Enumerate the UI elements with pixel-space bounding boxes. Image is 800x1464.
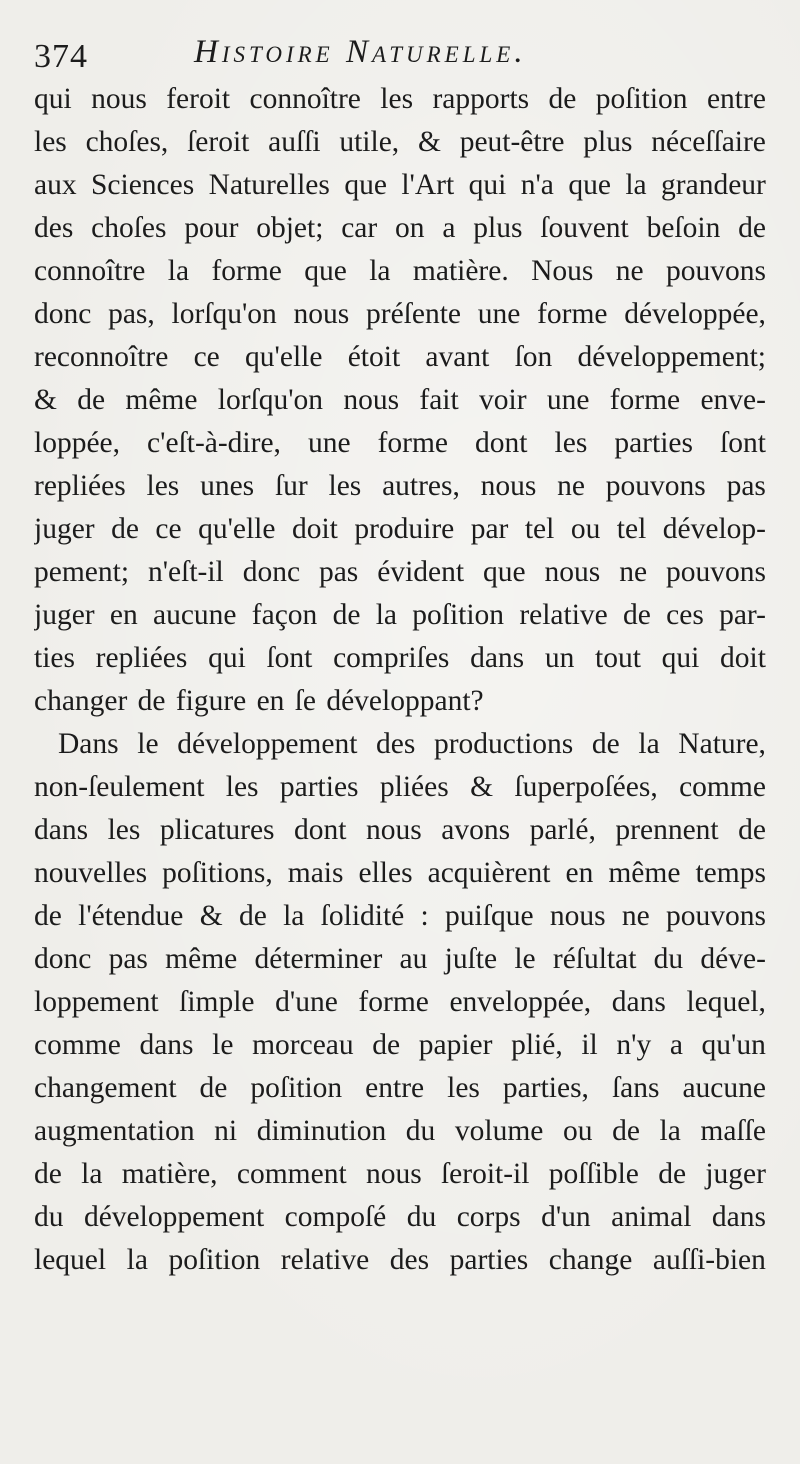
word: que (568, 169, 611, 201)
word: du (406, 1201, 437, 1233)
word: peut-être (459, 126, 565, 158)
text-line (34, 1110, 766, 1153)
word: ou (570, 513, 601, 545)
word: forme (358, 986, 429, 1018)
word: poſition (412, 599, 505, 631)
text-line (34, 1067, 766, 1110)
word: juger (34, 513, 95, 545)
word: relative (280, 1244, 370, 1276)
word: Nous (531, 255, 594, 287)
word: de (111, 513, 139, 545)
word: poſition (595, 83, 688, 115)
word: beſoin (646, 212, 721, 244)
word: qu'elle (245, 341, 323, 373)
word: juger (705, 1158, 766, 1190)
page-number: 374 (34, 38, 88, 75)
word: comme (34, 1029, 121, 1061)
word: puiſque (445, 900, 534, 932)
word: ſans (611, 1072, 660, 1104)
word: de (623, 599, 651, 631)
word: la (167, 255, 190, 287)
word: nous (365, 1158, 422, 1190)
text-line (34, 551, 766, 594)
word: la (126, 1244, 148, 1276)
word: de (658, 1158, 687, 1190)
word: la (369, 255, 391, 287)
word: dévelop- (662, 513, 766, 545)
word: changer (34, 685, 128, 717)
word: lequel (34, 1244, 107, 1276)
word: le (137, 728, 159, 760)
word: & (417, 126, 441, 158)
word: néceſſaire (651, 126, 766, 158)
word: plié, (511, 1029, 563, 1061)
word: étoit (347, 341, 401, 373)
word: réſultat (552, 943, 637, 975)
word: forme (609, 384, 681, 416)
word: maſſe (700, 1115, 766, 1147)
word: ſe (294, 685, 317, 717)
text-line (34, 981, 766, 1024)
word: : (420, 900, 429, 932)
word: du (34, 1201, 64, 1233)
word: développant? (326, 685, 484, 717)
word: ſur (274, 470, 308, 502)
word: pouvons (666, 255, 766, 287)
word: de (591, 728, 620, 760)
word: de (137, 685, 166, 717)
word: ſont (266, 642, 313, 674)
word: Dans (58, 728, 119, 760)
word: rapports (432, 83, 530, 115)
word: en (256, 685, 285, 717)
text-line (34, 1153, 766, 1196)
word: ſon (514, 341, 553, 373)
word: pas (726, 470, 766, 502)
word: pouvons (605, 470, 706, 502)
word: enveloppée, (449, 986, 592, 1018)
word: avons (441, 814, 511, 846)
word: ne (619, 556, 648, 588)
body-text (34, 78, 766, 1282)
word: développement (177, 728, 358, 760)
word: aucune (153, 599, 237, 631)
text-line (34, 1239, 766, 1282)
word: on (395, 212, 425, 244)
word: façon (251, 599, 318, 631)
word: par- (719, 599, 766, 631)
paragraph-2 (34, 723, 766, 1282)
text-line (34, 895, 766, 938)
word: change (548, 1244, 633, 1276)
word: connoître (249, 83, 361, 115)
word: une (546, 384, 590, 416)
word: le (514, 943, 536, 975)
word: dans (34, 814, 89, 846)
word: du (653, 943, 684, 975)
word: parties (279, 771, 359, 803)
word: la (81, 1158, 103, 1190)
word: doit (720, 642, 766, 674)
word: de (238, 900, 267, 932)
word: parlé, (529, 814, 596, 846)
word: donc (242, 556, 301, 588)
word: de (612, 1115, 640, 1147)
word: même (165, 943, 238, 975)
word: dans (711, 1201, 766, 1233)
word: forme (377, 427, 449, 459)
word: auſſi (268, 126, 321, 158)
word: ſuperpoſées, (514, 771, 658, 803)
word: dont (475, 427, 528, 459)
word: développement (83, 1201, 265, 1233)
word: plus (473, 212, 523, 244)
word: matière. (412, 255, 509, 287)
word: n'a (520, 169, 554, 201)
word: de (34, 900, 62, 932)
word: les (107, 814, 141, 846)
word: nous (91, 83, 147, 115)
word: des (34, 212, 74, 244)
word: pour (184, 212, 239, 244)
word: unes (200, 470, 255, 502)
word: poſitions, (162, 857, 273, 889)
word: que (304, 255, 347, 287)
word: ſont (720, 427, 766, 459)
word: figure (175, 685, 247, 717)
word: au (399, 943, 428, 975)
word: nous (343, 384, 400, 416)
word: animal (611, 1201, 692, 1233)
word: choſes, (85, 126, 169, 158)
word: l'Art (401, 169, 455, 201)
text-line (34, 723, 766, 766)
word: la (659, 1115, 681, 1147)
word: des (376, 728, 416, 760)
word: pouvons (666, 556, 766, 588)
word: compriſes (333, 642, 450, 674)
word: ſolidité (320, 900, 405, 932)
word: acquièrent (427, 857, 551, 889)
word: juger (34, 599, 95, 631)
word: d'une (275, 986, 338, 1018)
word: nous (480, 470, 537, 502)
word: utile, (339, 126, 400, 158)
word: tel (524, 513, 555, 545)
word: tout (595, 642, 641, 674)
word: & (470, 771, 494, 803)
word: parties, (502, 1072, 589, 1104)
text-line (34, 121, 766, 164)
word: la (283, 900, 305, 932)
word: développement; (577, 341, 766, 373)
word: volume (454, 1115, 544, 1147)
word: de (372, 1029, 401, 1061)
word: feroit (166, 83, 231, 115)
word: les (146, 470, 180, 502)
word: de (34, 1158, 62, 1190)
word: plicatures (159, 814, 275, 846)
text-line (34, 293, 766, 336)
running-title: Histoire Naturelle. (194, 34, 527, 70)
word: relative (519, 599, 608, 631)
word: reconnoître (34, 341, 169, 373)
word: a (442, 212, 456, 244)
word: non-ſeulement (34, 771, 205, 803)
word: changement (34, 1072, 177, 1104)
word: même (125, 384, 198, 416)
word: c'eſt-à-dire, (147, 427, 281, 459)
word: ſouvent (540, 212, 629, 244)
word: les (225, 771, 259, 803)
word: fait (419, 384, 459, 416)
word: nous (549, 900, 606, 932)
word: comment (236, 1158, 347, 1190)
word: grandeur (661, 169, 766, 201)
word: en (565, 857, 594, 889)
word: Naturelles (208, 169, 330, 201)
text-line (34, 594, 766, 637)
word: a (669, 1029, 683, 1061)
word: ſeroit (187, 126, 250, 158)
word: pas (318, 556, 359, 588)
word: par (470, 513, 509, 545)
word: loppée, (34, 427, 121, 459)
word: entre (706, 83, 766, 115)
word: temps (695, 857, 766, 889)
word: & (34, 384, 57, 416)
word: pement; (34, 556, 130, 588)
word: une (307, 427, 351, 459)
word: poſition (250, 1072, 343, 1104)
word: lequel, (686, 986, 766, 1018)
text-line (34, 680, 766, 723)
word: déve- (700, 943, 766, 975)
word: produire (354, 513, 455, 545)
word: compoſé (284, 1201, 387, 1233)
word: le (212, 1029, 234, 1061)
text-line (34, 508, 766, 551)
word: les (328, 470, 362, 502)
word: qui (34, 83, 72, 115)
text-line (34, 422, 766, 465)
word: ce (193, 341, 220, 373)
word: comme (679, 771, 766, 803)
word: juſte (444, 943, 498, 975)
word: lorſqu'on (171, 298, 277, 330)
word: autres, (382, 470, 460, 502)
word: d'un (541, 1201, 591, 1233)
text-line (34, 207, 766, 250)
word: pas (108, 943, 148, 975)
word: ties (34, 642, 75, 674)
word: ces (666, 599, 704, 631)
word: développée, (624, 298, 766, 330)
word: une (477, 298, 521, 330)
word: déterminer (254, 943, 383, 975)
word: morceau (252, 1029, 354, 1061)
word: dans (611, 986, 666, 1018)
word: mais (287, 857, 344, 889)
word: matière, (121, 1158, 218, 1190)
word: n'y (616, 1029, 652, 1061)
word: pliées (379, 771, 449, 803)
word: avant (425, 341, 490, 373)
word: repliées (95, 642, 188, 674)
word: un (544, 642, 575, 674)
word: les (554, 427, 588, 459)
word: poſition (168, 1244, 261, 1276)
word: loppement (34, 986, 159, 1018)
text-line (34, 809, 766, 852)
word: les (34, 126, 67, 158)
word: ne (557, 470, 586, 502)
word: préſente (366, 298, 461, 330)
text-line (34, 938, 766, 981)
word: entre (365, 1072, 425, 1104)
text-line (34, 250, 766, 293)
word: objet; (256, 212, 324, 244)
word: aux (34, 169, 77, 201)
word: qu'elle (198, 513, 276, 545)
text-line (34, 1196, 766, 1239)
word: plus (583, 126, 633, 158)
word: forme (211, 255, 282, 287)
word: ou (562, 1115, 593, 1147)
word: qui (208, 642, 246, 674)
word: car (341, 212, 378, 244)
word: évident (377, 556, 465, 588)
word: pouvons (666, 900, 766, 932)
word: de (738, 814, 766, 846)
word: lorſqu'on (217, 384, 324, 416)
word: repliées (34, 470, 126, 502)
word: ne (615, 255, 644, 287)
word: qui (661, 642, 700, 674)
word: même (608, 857, 681, 889)
page-header (34, 26, 770, 86)
word: elles (358, 857, 413, 889)
word: nous (366, 814, 422, 846)
word: parties (449, 1244, 529, 1276)
word: nous (544, 556, 601, 588)
text-line (34, 379, 766, 422)
word: ſeroit-il (440, 1158, 530, 1190)
word: les (380, 83, 414, 115)
word: ni (214, 1115, 238, 1147)
text-line (34, 164, 766, 207)
word: qui (468, 169, 507, 201)
word: de (738, 212, 766, 244)
word: voir (479, 384, 527, 416)
word: papier (418, 1029, 493, 1061)
word: nouvelles (34, 857, 148, 889)
word: l'étendue (78, 900, 184, 932)
word: de (77, 384, 106, 416)
word: des (389, 1244, 430, 1276)
word: dans (470, 642, 525, 674)
word: ſimple (179, 986, 255, 1018)
word: n'eſt-il (147, 556, 224, 588)
word: doit (291, 513, 338, 545)
word: nous (293, 298, 350, 330)
word: pas, (108, 298, 155, 330)
word: de (332, 599, 361, 631)
word: donc (34, 298, 92, 330)
word: poſſible (548, 1158, 639, 1190)
word: qu'un (701, 1029, 766, 1061)
word: la (375, 599, 397, 631)
text-line (34, 766, 766, 809)
word: choſes (91, 212, 167, 244)
word: enve- (700, 384, 766, 416)
word: corps (456, 1201, 521, 1233)
text-line (34, 336, 766, 379)
word: productions (433, 728, 574, 760)
word: il (581, 1029, 598, 1061)
word: forme (537, 298, 608, 330)
word: que (344, 169, 387, 201)
word: aucune (682, 1072, 766, 1104)
word: dont (294, 814, 347, 846)
text-line (34, 637, 766, 680)
word: prennent (615, 814, 719, 846)
word: de (548, 83, 577, 115)
word: auſſi-bien (652, 1244, 766, 1276)
text-line (34, 1024, 766, 1067)
text-line (34, 465, 766, 508)
word: diminution (256, 1115, 387, 1147)
word: & (199, 900, 223, 932)
text-line (34, 78, 766, 121)
paragraph-1 (34, 78, 766, 723)
word: de (199, 1072, 228, 1104)
word: les (447, 1072, 480, 1104)
word: Sciences (91, 169, 195, 201)
word: du (405, 1115, 436, 1147)
word: tel (616, 513, 647, 545)
word: augmentation (34, 1115, 195, 1147)
word: ne (621, 900, 650, 932)
word: donc (34, 943, 92, 975)
word: la (638, 728, 660, 760)
word: ce (155, 513, 182, 545)
text-line (34, 852, 766, 895)
word: connoître (34, 255, 146, 287)
word: dans (139, 1029, 194, 1061)
word: en (109, 599, 138, 631)
word: que (483, 556, 526, 588)
word: la (625, 169, 647, 201)
word: parties (614, 427, 693, 459)
word: Nature, (678, 728, 766, 760)
